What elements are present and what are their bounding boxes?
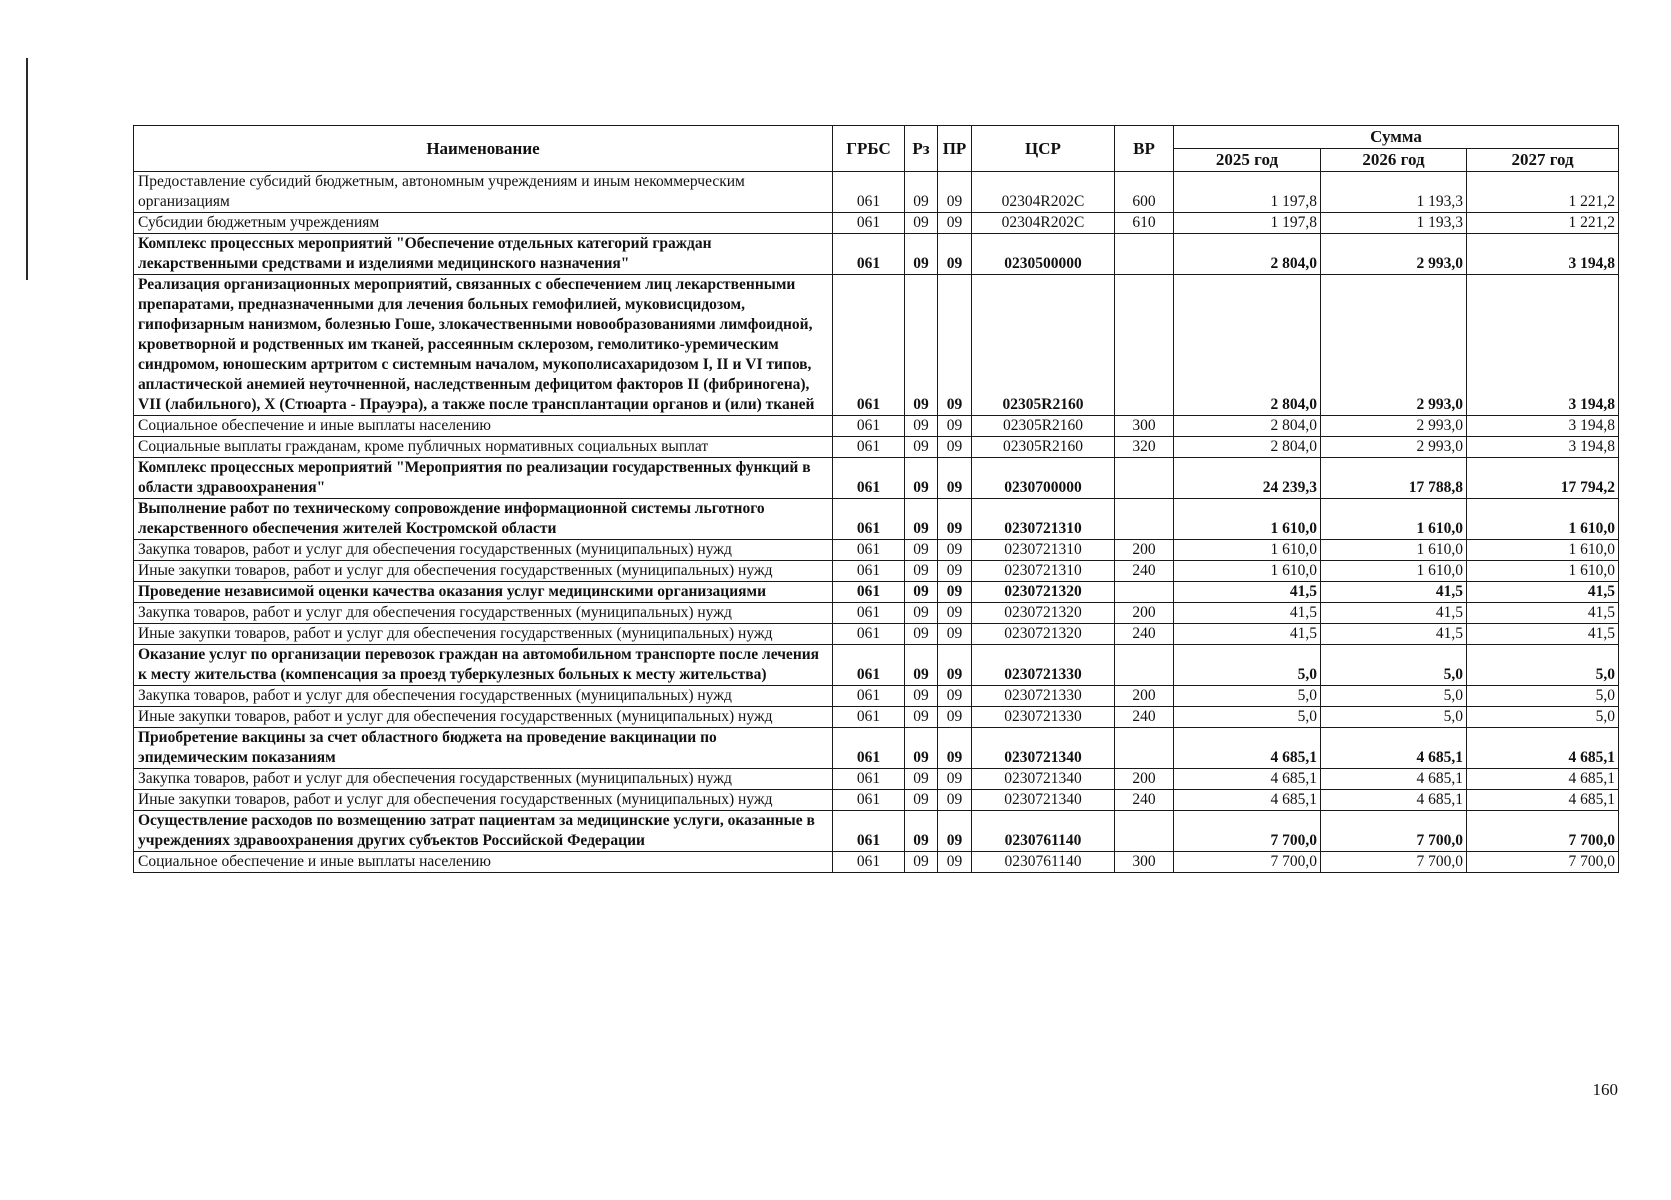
- cell-grbs: 061: [833, 624, 905, 645]
- cell-rz: 09: [905, 416, 938, 437]
- header-name: Наименование: [134, 126, 833, 172]
- header-vr: ВР: [1115, 126, 1174, 172]
- cell-csr: 02304R202C: [972, 213, 1115, 234]
- cell-grbs: 061: [833, 234, 905, 275]
- cell-csr: 0230721320: [972, 624, 1115, 645]
- cell-pr: 09: [938, 416, 972, 437]
- cell-rz: 09: [905, 686, 938, 707]
- cell-sum-2027: 5,0: [1467, 707, 1619, 728]
- cell-sum-2027: 7 700,0: [1467, 811, 1619, 852]
- cell-name: Субсидии бюджетным учреждениям: [134, 213, 833, 234]
- cell-grbs: 061: [833, 416, 905, 437]
- cell-grbs: 061: [833, 458, 905, 499]
- cell-sum-2026: 2 993,0: [1321, 416, 1467, 437]
- cell-pr: 09: [938, 499, 972, 540]
- cell-vr: [1115, 234, 1174, 275]
- cell-sum-2025: 1 197,8: [1174, 172, 1321, 213]
- table-row: [134, 645, 1619, 686]
- cell-sum-2025: 1 197,8: [1174, 213, 1321, 234]
- cell-sum-2027: 41,5: [1467, 603, 1619, 624]
- cell-vr: [1115, 811, 1174, 852]
- cell-pr: 09: [938, 645, 972, 686]
- cell-name: Осуществление расходов по возмещению затрат пациентам за медицинские услуги, оказанные в учреждениях здравоохранения других субъектов Российской Федерации: [134, 811, 833, 852]
- cell-name: Социальные выплаты гражданам, кроме публичных нормативных социальных выплат: [134, 437, 833, 458]
- cell-rz: 09: [905, 437, 938, 458]
- cell-rz: 09: [905, 213, 938, 234]
- cell-pr: 09: [938, 603, 972, 624]
- cell-grbs: 061: [833, 645, 905, 686]
- table-row: [134, 686, 1619, 707]
- cell-rz: 09: [905, 603, 938, 624]
- cell-sum-2026: 17 788,8: [1321, 458, 1467, 499]
- cell-sum-2027: 4 685,1: [1467, 769, 1619, 790]
- cell-rz: 09: [905, 234, 938, 275]
- cell-name: Иные закупки товаров, работ и услуг для обеспечения государственных (муниципальных) нужд: [134, 790, 833, 811]
- cell-sum-2026: 2 993,0: [1321, 275, 1467, 416]
- cell-name: Иные закупки товаров, работ и услуг для обеспечения государственных (муниципальных) нужд: [134, 624, 833, 645]
- cell-vr: 240: [1115, 790, 1174, 811]
- cell-grbs: 061: [833, 811, 905, 852]
- cell-sum-2026: 7 700,0: [1321, 852, 1467, 873]
- cell-csr: 0230721340: [972, 790, 1115, 811]
- cell-sum-2027: 5,0: [1467, 645, 1619, 686]
- cell-csr: 02305R2160: [972, 437, 1115, 458]
- cell-grbs: 061: [833, 437, 905, 458]
- cell-vr: [1115, 582, 1174, 603]
- cell-grbs: 061: [833, 686, 905, 707]
- cell-sum-2025: 41,5: [1174, 582, 1321, 603]
- table-row: [134, 234, 1619, 275]
- cell-vr: 300: [1115, 852, 1174, 873]
- cell-name: Закупка товаров, работ и услуг для обеспечения государственных (муниципальных) нужд: [134, 540, 833, 561]
- cell-csr: 02304R202C: [972, 172, 1115, 213]
- cell-vr: 600: [1115, 172, 1174, 213]
- cell-sum-2026: 7 700,0: [1321, 811, 1467, 852]
- cell-sum-2027: 1 610,0: [1467, 540, 1619, 561]
- cell-csr: 0230721340: [972, 769, 1115, 790]
- cell-csr: 0230721330: [972, 645, 1115, 686]
- cell-sum-2027: 7 700,0: [1467, 852, 1619, 873]
- cell-pr: 09: [938, 458, 972, 499]
- cell-name: Закупка товаров, работ и услуг для обеспечения государственных (муниципальных) нужд: [134, 603, 833, 624]
- cell-grbs: 061: [833, 213, 905, 234]
- table-row: [134, 707, 1619, 728]
- header-pr: ПР: [938, 126, 972, 172]
- table-body: [134, 172, 1619, 873]
- cell-csr: 0230721310: [972, 540, 1115, 561]
- cell-csr: 0230700000: [972, 458, 1115, 499]
- cell-pr: 09: [938, 172, 972, 213]
- budget-table-container: [133, 125, 1618, 873]
- cell-sum-2026: 1 610,0: [1321, 561, 1467, 582]
- header-sum: Сумма: [1174, 126, 1619, 149]
- table-row: [134, 811, 1619, 852]
- cell-sum-2026: 41,5: [1321, 624, 1467, 645]
- cell-pr: 09: [938, 582, 972, 603]
- cell-csr: 02305R2160: [972, 275, 1115, 416]
- budget-table: [133, 125, 1619, 873]
- table-row: [134, 275, 1619, 416]
- table-row: [134, 499, 1619, 540]
- cell-name: Закупка товаров, работ и услуг для обеспечения государственных (муниципальных) нужд: [134, 686, 833, 707]
- cell-sum-2025: 4 685,1: [1174, 728, 1321, 769]
- header-year-2025: 2025 год: [1174, 149, 1321, 172]
- cell-vr: [1115, 458, 1174, 499]
- cell-pr: 09: [938, 234, 972, 275]
- cell-vr: 300: [1115, 416, 1174, 437]
- cell-rz: 09: [905, 561, 938, 582]
- cell-csr: 0230721310: [972, 499, 1115, 540]
- cell-pr: 09: [938, 686, 972, 707]
- cell-grbs: 061: [833, 172, 905, 213]
- cell-vr: 240: [1115, 561, 1174, 582]
- cell-name: Выполнение работ по техническому сопровождение информационной системы льготного лекарственного обеспечения жителей Костромской области: [134, 499, 833, 540]
- table-row: [134, 540, 1619, 561]
- cell-sum-2027: 3 194,8: [1467, 275, 1619, 416]
- cell-pr: 09: [938, 437, 972, 458]
- cell-rz: 09: [905, 275, 938, 416]
- table-row: [134, 790, 1619, 811]
- cell-rz: 09: [905, 582, 938, 603]
- cell-sum-2026: 4 685,1: [1321, 728, 1467, 769]
- cell-vr: 320: [1115, 437, 1174, 458]
- cell-sum-2026: 4 685,1: [1321, 790, 1467, 811]
- cell-sum-2025: 1 610,0: [1174, 540, 1321, 561]
- cell-sum-2025: 7 700,0: [1174, 852, 1321, 873]
- cell-csr: 0230500000: [972, 234, 1115, 275]
- cell-grbs: 061: [833, 275, 905, 416]
- cell-name: Комплекс процессных мероприятий "Обеспечение отдельных категорий граждан лекарственными средствами и изделиями медицинского назначения": [134, 234, 833, 275]
- cell-sum-2027: 3 194,8: [1467, 234, 1619, 275]
- cell-grbs: 061: [833, 707, 905, 728]
- cell-csr: 0230721340: [972, 728, 1115, 769]
- cell-grbs: 061: [833, 790, 905, 811]
- cell-sum-2026: 2 993,0: [1321, 234, 1467, 275]
- cell-rz: 09: [905, 707, 938, 728]
- table-header: [134, 126, 1619, 172]
- cell-rz: 09: [905, 852, 938, 873]
- table-row: [134, 852, 1619, 873]
- cell-sum-2025: 5,0: [1174, 686, 1321, 707]
- cell-csr: 0230721320: [972, 582, 1115, 603]
- cell-sum-2025: 2 804,0: [1174, 416, 1321, 437]
- cell-sum-2026: 1 610,0: [1321, 540, 1467, 561]
- cell-rz: 09: [905, 728, 938, 769]
- cell-grbs: 061: [833, 852, 905, 873]
- cell-pr: 09: [938, 728, 972, 769]
- cell-grbs: 061: [833, 603, 905, 624]
- table-row: [134, 603, 1619, 624]
- cell-vr: 240: [1115, 707, 1174, 728]
- cell-sum-2027: 4 685,1: [1467, 728, 1619, 769]
- cell-sum-2027: 41,5: [1467, 624, 1619, 645]
- table-row: [134, 728, 1619, 769]
- cell-sum-2026: 41,5: [1321, 582, 1467, 603]
- cell-vr: 200: [1115, 686, 1174, 707]
- cell-sum-2026: 1 193,3: [1321, 172, 1467, 213]
- cell-sum-2027: 5,0: [1467, 686, 1619, 707]
- cell-sum-2026: 1 193,3: [1321, 213, 1467, 234]
- cell-sum-2026: 41,5: [1321, 603, 1467, 624]
- cell-sum-2026: 2 993,0: [1321, 437, 1467, 458]
- cell-name: Приобретение вакцины за счет областного бюджета на проведение вакцинации по эпидемическим показаниям: [134, 728, 833, 769]
- cell-pr: 09: [938, 790, 972, 811]
- cell-rz: 09: [905, 645, 938, 686]
- cell-pr: 09: [938, 852, 972, 873]
- cell-grbs: 061: [833, 499, 905, 540]
- cell-sum-2026: 5,0: [1321, 645, 1467, 686]
- header-csr: ЦСР: [972, 126, 1115, 172]
- cell-pr: 09: [938, 275, 972, 416]
- cell-sum-2027: 1 221,2: [1467, 172, 1619, 213]
- cell-rz: 09: [905, 540, 938, 561]
- cell-sum-2026: 4 685,1: [1321, 769, 1467, 790]
- cell-csr: 0230761140: [972, 811, 1115, 852]
- cell-pr: 09: [938, 707, 972, 728]
- cell-sum-2025: 7 700,0: [1174, 811, 1321, 852]
- cell-rz: 09: [905, 790, 938, 811]
- cell-sum-2026: 5,0: [1321, 707, 1467, 728]
- cell-vr: 200: [1115, 769, 1174, 790]
- cell-rz: 09: [905, 811, 938, 852]
- cell-vr: 240: [1115, 624, 1174, 645]
- cell-sum-2027: 1 221,2: [1467, 213, 1619, 234]
- margin-line: [26, 58, 28, 280]
- cell-sum-2025: 24 239,3: [1174, 458, 1321, 499]
- table-row: [134, 769, 1619, 790]
- cell-sum-2025: 5,0: [1174, 645, 1321, 686]
- cell-pr: 09: [938, 213, 972, 234]
- cell-pr: 09: [938, 624, 972, 645]
- cell-name: Иные закупки товаров, работ и услуг для обеспечения государственных (муниципальных) нужд: [134, 707, 833, 728]
- cell-sum-2025: 41,5: [1174, 624, 1321, 645]
- cell-sum-2027: 3 194,8: [1467, 437, 1619, 458]
- cell-name: Проведение независимой оценки качества оказания услуг медицинскими организациями: [134, 582, 833, 603]
- cell-rz: 09: [905, 499, 938, 540]
- header-rz: Рз: [905, 126, 938, 172]
- cell-sum-2027: 1 610,0: [1467, 499, 1619, 540]
- cell-vr: 610: [1115, 213, 1174, 234]
- cell-csr: 02305R2160: [972, 416, 1115, 437]
- cell-sum-2027: 1 610,0: [1467, 561, 1619, 582]
- cell-csr: 0230721320: [972, 603, 1115, 624]
- cell-sum-2026: 5,0: [1321, 686, 1467, 707]
- table-row: [134, 582, 1619, 603]
- cell-vr: [1115, 499, 1174, 540]
- cell-rz: 09: [905, 624, 938, 645]
- cell-pr: 09: [938, 561, 972, 582]
- cell-grbs: 061: [833, 728, 905, 769]
- cell-sum-2025: 2 804,0: [1174, 234, 1321, 275]
- cell-name: Закупка товаров, работ и услуг для обеспечения государственных (муниципальных) нужд: [134, 769, 833, 790]
- header-grbs: ГРБС: [833, 126, 905, 172]
- cell-grbs: 061: [833, 540, 905, 561]
- cell-csr: 0230721330: [972, 707, 1115, 728]
- cell-sum-2025: 1 610,0: [1174, 499, 1321, 540]
- cell-sum-2027: 17 794,2: [1467, 458, 1619, 499]
- table-row: [134, 416, 1619, 437]
- cell-sum-2025: 2 804,0: [1174, 275, 1321, 416]
- cell-name: Предоставление субсидий бюджетным, автономным учреждениям и иным некоммерческим организациям: [134, 172, 833, 213]
- cell-sum-2027: 4 685,1: [1467, 790, 1619, 811]
- cell-sum-2026: 1 610,0: [1321, 499, 1467, 540]
- cell-vr: [1115, 275, 1174, 416]
- cell-vr: 200: [1115, 540, 1174, 561]
- cell-rz: 09: [905, 172, 938, 213]
- cell-vr: [1115, 728, 1174, 769]
- cell-grbs: 061: [833, 561, 905, 582]
- page-number: 160: [1592, 1080, 1618, 1099]
- cell-sum-2025: 5,0: [1174, 707, 1321, 728]
- cell-rz: 09: [905, 458, 938, 499]
- cell-sum-2025: 41,5: [1174, 603, 1321, 624]
- cell-csr: 0230721330: [972, 686, 1115, 707]
- cell-sum-2025: 1 610,0: [1174, 561, 1321, 582]
- cell-name: Реализация организационных мероприятий, связанных с обеспечением лиц лекарственными препаратами, предназначенными для лечения больных гемофилией, муковисцидозом, гипофизарным нанизмом, болезнью Гоше, злокачественными новообразованиями лимфоидной, кроветворной и родственных им тканей, рассеянным склерозом, гемолитико-уремическим синдромом, юношеским артритом с системным началом, мукополисахаридозом I, II и VI типов, апластической анемией неуточненной, наследственным дефицитом факторов II (фибриногена), VII (лабильного), X (Стюарта - Прауэра), а также после трансплантации органов и (или) тканей: [134, 275, 833, 416]
- table-row: [134, 458, 1619, 499]
- cell-name: Оказание услуг по организации перевозок граждан на автомобильном транспорте после лечения к месту жительства (компенсация за проезд туберкулезных больных к месту жительства): [134, 645, 833, 686]
- cell-vr: [1115, 645, 1174, 686]
- table-row: [134, 561, 1619, 582]
- header-year-2027: 2027 год: [1467, 149, 1619, 172]
- cell-pr: 09: [938, 811, 972, 852]
- cell-pr: 09: [938, 540, 972, 561]
- cell-grbs: 061: [833, 582, 905, 603]
- cell-pr: 09: [938, 769, 972, 790]
- cell-name: Социальное обеспечение и иные выплаты населению: [134, 852, 833, 873]
- header-year-2026: 2026 год: [1321, 149, 1467, 172]
- cell-vr: 200: [1115, 603, 1174, 624]
- cell-grbs: 061: [833, 769, 905, 790]
- cell-rz: 09: [905, 769, 938, 790]
- table-row: [134, 624, 1619, 645]
- cell-csr: 0230761140: [972, 852, 1115, 873]
- cell-csr: 0230721310: [972, 561, 1115, 582]
- table-row: [134, 172, 1619, 213]
- cell-sum-2025: 4 685,1: [1174, 790, 1321, 811]
- cell-sum-2025: 2 804,0: [1174, 437, 1321, 458]
- cell-sum-2027: 3 194,8: [1467, 416, 1619, 437]
- table-row: [134, 437, 1619, 458]
- cell-name: Иные закупки товаров, работ и услуг для обеспечения государственных (муниципальных) нужд: [134, 561, 833, 582]
- cell-name: Социальное обеспечение и иные выплаты населению: [134, 416, 833, 437]
- cell-sum-2025: 4 685,1: [1174, 769, 1321, 790]
- cell-sum-2027: 41,5: [1467, 582, 1619, 603]
- cell-name: Комплекс процессных мероприятий "Мероприятия по реализации государственных функций в области здравоохранения": [134, 458, 833, 499]
- table-row: [134, 213, 1619, 234]
